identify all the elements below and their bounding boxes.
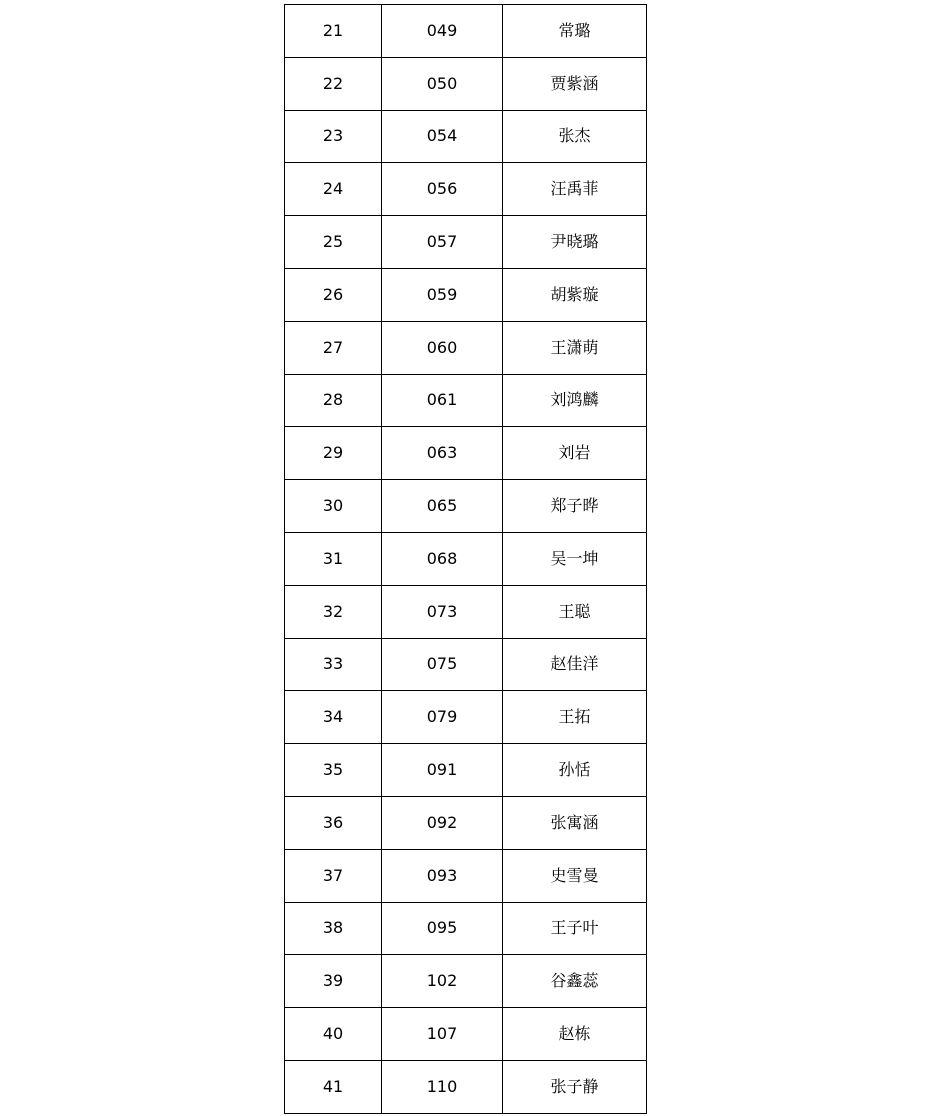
roster-table (284, 4, 647, 1114)
row-number-cell: 35 (285, 744, 382, 797)
row-number-cell: 32 (285, 585, 382, 638)
id-cell: 063 (382, 427, 503, 480)
table-row (285, 427, 647, 480)
row-number-cell: 27 (285, 321, 382, 374)
row-number-cell: 40 (285, 1008, 382, 1061)
id-cell: 060 (382, 321, 503, 374)
name-cell: 史雪曼 (503, 849, 647, 902)
table-row (285, 110, 647, 163)
id-cell: 061 (382, 374, 503, 427)
row-number-cell: 41 (285, 1060, 382, 1113)
id-cell: 079 (382, 691, 503, 744)
id-cell: 107 (382, 1008, 503, 1061)
table-row (285, 902, 647, 955)
table-row (285, 268, 647, 321)
name-cell: 常璐 (503, 5, 647, 58)
table-row (285, 5, 647, 58)
row-number-cell: 33 (285, 638, 382, 691)
row-number-cell: 30 (285, 480, 382, 533)
name-cell: 王拓 (503, 691, 647, 744)
row-number-cell: 29 (285, 427, 382, 480)
id-cell: 068 (382, 532, 503, 585)
id-cell: 059 (382, 268, 503, 321)
table-row (285, 744, 647, 797)
row-number-cell: 36 (285, 796, 382, 849)
row-number-cell: 26 (285, 268, 382, 321)
name-cell: 张寓涵 (503, 796, 647, 849)
name-cell: 赵佳洋 (503, 638, 647, 691)
name-cell: 贾紫涵 (503, 57, 647, 110)
id-cell: 093 (382, 849, 503, 902)
name-cell: 孙恬 (503, 744, 647, 797)
row-number-cell: 28 (285, 374, 382, 427)
name-cell: 张杰 (503, 110, 647, 163)
row-number-cell: 25 (285, 216, 382, 269)
table-row (285, 321, 647, 374)
id-cell: 049 (382, 5, 503, 58)
row-number-cell: 24 (285, 163, 382, 216)
row-number-cell: 37 (285, 849, 382, 902)
name-cell: 郑子晔 (503, 480, 647, 533)
row-number-cell: 31 (285, 532, 382, 585)
id-cell: 073 (382, 585, 503, 638)
id-cell: 054 (382, 110, 503, 163)
name-cell: 王子叶 (503, 902, 647, 955)
name-cell: 张子静 (503, 1060, 647, 1113)
id-cell: 102 (382, 955, 503, 1008)
id-cell: 056 (382, 163, 503, 216)
id-cell: 110 (382, 1060, 503, 1113)
name-cell: 王聪 (503, 585, 647, 638)
name-cell: 汪禹菲 (503, 163, 647, 216)
name-cell: 赵栋 (503, 1008, 647, 1061)
table-row (285, 585, 647, 638)
row-number-cell: 34 (285, 691, 382, 744)
table-row (285, 955, 647, 1008)
name-cell: 刘鸿麟 (503, 374, 647, 427)
id-cell: 050 (382, 57, 503, 110)
table-row (285, 57, 647, 110)
table-row (285, 1060, 647, 1113)
table-row (285, 216, 647, 269)
id-cell: 092 (382, 796, 503, 849)
name-cell: 王潇萌 (503, 321, 647, 374)
row-number-cell: 21 (285, 5, 382, 58)
table-row (285, 691, 647, 744)
table-row (285, 638, 647, 691)
table-row (285, 1008, 647, 1061)
id-cell: 095 (382, 902, 503, 955)
row-number-cell: 38 (285, 902, 382, 955)
table-row (285, 163, 647, 216)
table-row (285, 849, 647, 902)
table-row (285, 480, 647, 533)
id-cell: 075 (382, 638, 503, 691)
name-cell: 刘岩 (503, 427, 647, 480)
name-cell: 尹晓璐 (503, 216, 647, 269)
row-number-cell: 39 (285, 955, 382, 1008)
row-number-cell: 23 (285, 110, 382, 163)
table-row (285, 374, 647, 427)
id-cell: 057 (382, 216, 503, 269)
name-cell: 胡紫璇 (503, 268, 647, 321)
table-row (285, 532, 647, 585)
name-cell: 谷鑫蕊 (503, 955, 647, 1008)
table-row (285, 796, 647, 849)
id-cell: 091 (382, 744, 503, 797)
row-number-cell: 22 (285, 57, 382, 110)
id-cell: 065 (382, 480, 503, 533)
name-cell: 吴一坤 (503, 532, 647, 585)
